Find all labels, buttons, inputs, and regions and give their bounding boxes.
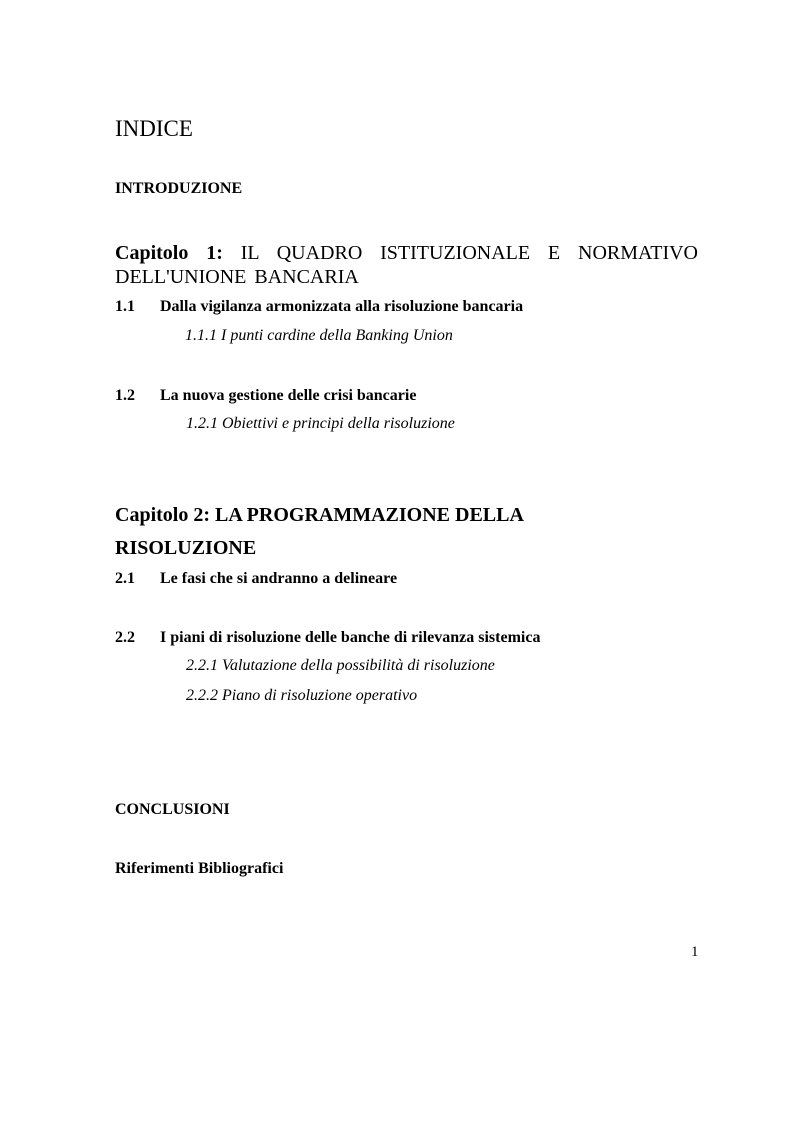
chapter-1-label: Capitolo 1: (115, 242, 223, 264)
toc-subsection-2-2-2[interactable]: 2.2.2 Piano di risoluzione operativo (186, 687, 418, 704)
index-title: INDICE (115, 116, 193, 141)
section-title: I piani di risoluzione delle banche di rilevanza sistemica (160, 629, 541, 646)
chapter-2-title-line2[interactable]: RISOLUZIONE (115, 537, 257, 559)
toc-entry-bibliography[interactable]: Riferimenti Bibliografici (115, 860, 284, 877)
section-title: Dalla vigilanza armonizzata alla risoluzione bancaria (160, 298, 524, 315)
toc-entry-introduction[interactable]: INTRODUZIONE (115, 180, 243, 197)
page-number: 1 (691, 944, 699, 960)
chapter-2-title-line1: LA PROGRAMMAZIONE DELLA (215, 504, 524, 526)
section-number: 1.1 (115, 298, 135, 315)
chapter-1-title: IL QUADRO ISTITUZIONALE E NORMATIVO DELL'UNIONE BANCARIA (115, 242, 699, 288)
toc-chapter-2[interactable] (115, 505, 524, 525)
toc-subsection-1-2-1[interactable]: 1.2.1 Obiettivi e principi della risoluzione (186, 415, 455, 432)
toc-entry-conclusions[interactable]: CONCLUSIONI (115, 801, 230, 818)
section-number: 1.2 (115, 387, 135, 404)
section-number: 2.1 (115, 570, 135, 587)
section-title: Le fasi che si andranno a delineare (160, 570, 398, 587)
toc-chapter-1[interactable] (115, 241, 698, 289)
chapter-2-label: Capitolo 2: (115, 504, 210, 526)
section-title: La nuova gestione delle crisi bancarie (160, 387, 417, 404)
section-number: 2.2 (115, 629, 135, 646)
toc-subsection-1-1-1[interactable]: 1.1.1 I punti cardine della Banking Union (185, 327, 453, 344)
toc-subsection-2-2-1[interactable]: 2.2.1 Valutazione della possibilità di risoluzione (186, 657, 495, 674)
